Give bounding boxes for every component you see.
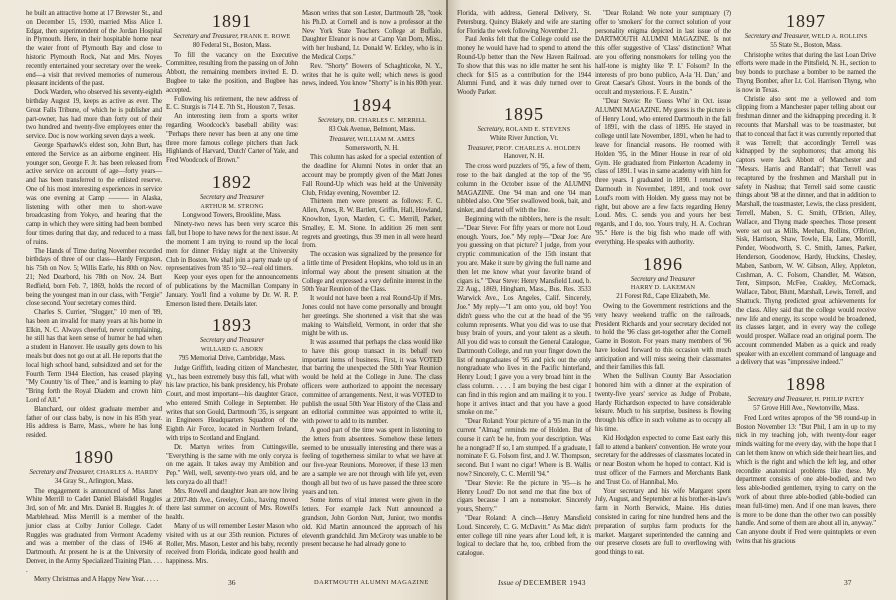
officer-line xyxy=(302,136,442,145)
officer-line xyxy=(457,126,591,135)
officer-address: 57 Grove Hill Ave., Newtonville, Mass. xyxy=(753,405,859,413)
news-paragraph: Keep your eyes open for the announcements of publications by the Macmillan Company in January. You'll find a volume by Dr. W. R. P. Emerson listed there. Details later. xyxy=(166,274,298,308)
class-year-heading: 1895 xyxy=(504,103,544,124)
issue-line xyxy=(498,578,586,587)
officer-name: WELD A. ROLLINS xyxy=(811,33,868,40)
class-year-heading: 1892 xyxy=(212,171,252,192)
officer-line xyxy=(736,33,876,42)
news-paragraph: Your secretary and his wife Margaret spent July, August, and September at his brother-in-law's farm in North Berwick, Maine. His duties consisted in caring for nine hundred hens and the preparation of surplus farm products for the market. Margaret superintended the canning and our preserve closets are full to overflowing with good things to eat. xyxy=(595,487,731,557)
column-4 xyxy=(457,10,591,559)
news-paragraph: Florida, with address, General Delivery, St. Petersburg. Quincy Blakely and wife are starting for Florida the week following November 21. xyxy=(457,10,591,35)
class-year-heading: 1891 xyxy=(212,11,252,31)
officer-role: Treasurer, xyxy=(329,135,356,143)
news-paragraph: "Dear Stevie: Re 'Guess Who' in Oct. issue ALUMNI MAGAZINE. My guess is the picture is of Henry Loud, who entered Dartmouth in the fall of 1891, with the class of 1895. He stayed in college until late November, 1891, when he had to leave for financial reasons. He roomed with Holden '95, in the Miner House in rear of old Gym. He graduated from Pinkerton Academy in class of 1891. I was in same academy with him for three years. I graduated in 1890. I returned to Darmouth in November, 1891, and took over Loud's room with Holden. My guess may not be right, but above are a few facts regarding Henry Loud. Mrs. C. sends you and yours her best regards, and I do, too. Yours truly, H. A. Cochran '95." Here is the big fish who made off with everything. He speaks with authority. xyxy=(595,97,731,246)
news-paragraph: Dr. Martyn writes from Cuttingsville, "Everything is the same with me only coryza is on me again. It takes away my Ambition and Pep." Well, well, seventy-two years old, and he lets coryza do all that!! xyxy=(166,443,298,487)
news-paragraph: George Sparhawk's eldest son, John Burt, has entered the Service as an airborne engineer. His younger son, George F. Jr. has been released from active service on account of age—forty years—and has been transferred to the enlisted reserve. One of his most interesting experiences in service was one evening at Camp ——— in Alaska, listening with other men to short-wave broadcasting from Yokyo, and hearing that the camp in which they were sitting had been bombed four times during that day, and reduced to a mass of ruins. xyxy=(26,141,162,246)
officer-address: 795 Memorial Drive, Cambridge, Mass. xyxy=(178,354,286,362)
officer-address: Somersworth, N. H. xyxy=(345,144,399,152)
officer-name: H. PHILIP PATEY xyxy=(814,396,865,404)
officer-address: White River Junction, Vt. xyxy=(489,134,559,142)
officer-address: Longwood Towers, Brookline, Mass. xyxy=(182,211,282,219)
officer-role: Secretary and Treasurer xyxy=(199,337,265,345)
column-1 xyxy=(26,10,162,584)
officer-name: DR. CHARLES C. MERRILL xyxy=(345,117,427,125)
running-head: DARTMOUTH ALUMNI MAGAZINE xyxy=(314,579,429,586)
officer-line xyxy=(166,346,298,355)
officer-name: CHARLES A. HARDY xyxy=(96,469,159,477)
issue-prefix: Issue of xyxy=(498,578,522,587)
news-paragraph: To fill the vacancy on the Executive Committee, resulting from the passing on of John Abbott, the remaining members invited E. D. Bugbee to take the position, and Bugbee has accepted. xyxy=(166,51,298,94)
officer-line xyxy=(166,337,298,346)
news-paragraph: The occasion was signalized by the presence for a little time of President Hopkins, who told us in an informal way about the present situation at the College and expressed a very definite interest in the 50th Year Reunion of the Class. xyxy=(302,251,442,294)
officer-name: FRANK E. ROWE xyxy=(240,33,291,40)
officer-line xyxy=(736,396,876,405)
news-paragraph: Mrs. Rowell and daughter Jean are now living at 2007-8th Ave., Greeley, Colo., having moved there last summer on account of Mrs. Rowell's health. xyxy=(166,487,298,522)
news-paragraph: Charles S. Currier, "Slugger," 10 men of '89, has been an invalid for many years at his home in Elkin, N. C. Always cheerful, never complaining, he still has that keen sense of humor he had when a student in Hanover. He usually gets down to his meals but does not go out at all. He reports that the local high school band, subsidized and set for the Fourth Term 1944 Election, has ceased playing "My Country 'tis of Thee," and is learning to play "Bring forth the Royal Diadem and crown him Lord of All." xyxy=(26,309,162,405)
officer-name: HARRY D. LAKEMAN xyxy=(630,284,696,292)
news-paragraph: Mason writes that son Lester, Dartmouth '28, "took his Ph.D. at Cornell and is now a professor at the New York State Teachers College at Buffalo. Daughter Eleanor is now at Camp Van Dorn, Miss., with her husband, Lt. Donald W. Eckley, who is in the Medical Corps." xyxy=(302,10,442,61)
officer-role: Secretary and Treasurer, xyxy=(744,33,810,40)
news-paragraph: Merry Christmas and A Happy New Year. . . . . xyxy=(34,575,159,583)
officer-line xyxy=(302,117,442,126)
news-paragraph: When the Sullivan County Bar Association honored him with a dinner at the expiration of twenty-five years' service as Judge of Probate, Hardy Richardson expected to have considerable leisure. Much to his surprise, business is flowing through his office in such volume as to occupy all his time. xyxy=(595,373,731,434)
column-5 xyxy=(595,10,731,558)
officer-address: 80 Federal St., Boston, Mass. xyxy=(192,41,272,49)
class-year-heading: 1896 xyxy=(643,253,683,274)
officer-name: PROF. CHARLES A. HOLDEN xyxy=(495,144,581,152)
officer-line xyxy=(26,469,162,478)
news-paragraph: The Hands of Time during November recorded birthdays of three of our class—Hardy Ferguson, his 75th on Nov. 5; Willis Earle, his 80th on Nov. 21; Ned Dearbord, his 78th on Nov. 24. Burt Redfield, born Feb. 7, 1869, holds the record of being the youngest man in our class, with "Fergie" close second. Your secretary comes third. xyxy=(26,247,162,308)
class-year-heading: 1890 xyxy=(74,447,114,468)
news-paragraph: Christie also sent me a yellowed and torn clipping from a Manchester paper telling about our freshman dinner and the kidnapping preceding it. It recounts that Marshall was to be toastmaster, but that to conceal that fact it was currently reported that it was Terrell; that accordingly Terrell was kidnapped by the sophomores; that among his captors were Jack Abbott of Manchester and "Messrs. Harris and Randall"; that Terrell was recaptured by the freshmen and Marshall put in safety in Nashua; that Terrell said some caustic things about '98 at the dinner, and that in addition to Marshall, the toastmaster, Lewis, the class president, Terrell, Maben, S. C. Smith, O'Brien, Alley, Wallace, and Thyng made speeches. Those present were set out as Mills, Meehan, Rollins, O'Brion, Sisk, Harrison, Shaw, Towle, Ela, Lane, Morrill, Pender, Woodworth, S. C. Smith, James, Parker, Henderson, Goodenow, Hardy, Huckins, Chesley, Maben, Sanborn, W. W. Gibson, Alley, Appleton, Cushman, A. C. Folsom, Chandler, M. Watson, Tent, Simpson, McFee, Coakley, McCornack, Wallace, Tabor, Blunt, Marshall, Lewis, Terrell, and Shattuck. Thyng predicted great achievements for the class. Alley said that the college would receive new life and energy, its scope would be broadened, its classes larger, and in every way the college would prosper. Wallace read an original poem. The account commended Maben as a quick and ready speaker with an excellent command of language and a delivery that was "impressive indeed." xyxy=(736,95,876,367)
news-paragraph: Kid Hodgdon expected to come East early this fall to attend a bankers' convention. He wrote your secretary for the addresses of classmates located in or near Boston whom he hoped to contact. Kid is trust officer of the Farmers and Merchants Bank and Trust Co. of Hannibal, Mo. xyxy=(595,434,731,486)
officer-role: Secretary and Treasurer xyxy=(199,193,265,201)
news-paragraph: Many of us will remember Lester Mason who visited with us at our 35th reunion. Pictures of Roller, Mrs. Mason, Lester and his baby, recently received from Florida, indicate good health and happiness. Mrs. xyxy=(166,523,298,566)
page-number-right: 37 xyxy=(844,578,852,587)
news-paragraph: Paul Jenks felt that the College could use the money he would have had to spend to attend the Round-Up better than the New Haven Railroad. To show that this was no idle matter he sent his check for $15 as a contribution for the 1944 Alumni Fund, and it was duly turned over to Woody Parker. xyxy=(457,36,591,97)
news-paragraph: A good part of the time was spent in listening to the letters from absentees. Somehow these letters seemed to be unusually interesting and there was a feeling of togetherness similar to what we have at our five-year Reunions. Moreover, if these 13 men are a sample we are not through with life yet, even though all but two of us have passed the three score years and ten. xyxy=(302,427,442,496)
news-paragraph: The cross word puzzlers of '95, a few of them, rose to the bait dangled at the top of the '95 column in the October issue of the ALUMNI MAGAZINE. One '94 man and one '04 man nibbled also. One '95er swallowed book, bait, and sinker, and darted off with the line. xyxy=(457,163,591,215)
officer-name: ROLAND E. STEVENS xyxy=(505,125,571,133)
news-paragraph: he built an attractive home at 17 Brewster St., and on December 15, 1930, married Miss Alice I. Edgar, then superintendent of the Jordan Hospital in Plymouth. Here, in their hospitable home near the water front of Plymouth Bay and close to historic Plymouth Rock, Nat and Mrs. Noyes recently entertained your secretary over the week-end—a visit that revived memories of numerous pleasant incidents of the past. xyxy=(26,10,162,88)
officer-line xyxy=(595,284,731,293)
officer-line xyxy=(457,145,591,154)
news-paragraph: Fred Lord writes apropos of the '98 round-up in Boston November 13: "But Phil, I am in up to my nick in my teaching job, with twenty-four eager minds waiting for me every day, with the hope that I can let them know on which side their heart lies, and which is the right and which the left leg, and other recondite anatomical problems like these. My department consists of one able-bodied, and two less able-bodied gentlemen, trying to carry on the work of about three able-bodied (able-bodied can mean full-time) men. And if one man leaves, there is more to be done than the other two can possibly handle. And some of them are about all in, anyway." Can anyone doubt if Fred were quintuplets or even twins that his gracious xyxy=(736,414,876,546)
news-paragraph: Owing to the Government restrictions and the very heavy weekend traffic on the railroads, President Richards and your secretary decided not to hold the '96 class get-together after the Cornell Game in Boston. For years many members of '96 have looked forward to this occasion with much anticipation and will miss seeing their classmates and their families this fall. xyxy=(595,302,731,372)
news-paragraph: This column has asked for a special extention of the deadline for Alumni Notes in order that an account may be promptly given of the Matt Jones Fall Round-Up which was held at the University Club, Friday evening, November 12. xyxy=(302,154,442,197)
news-paragraph: Following his retirement, the new address of E. C. Sturgis is 714 E. 7th St., Houston 7, Texas. xyxy=(166,95,298,112)
column-2 xyxy=(166,10,298,567)
news-paragraph: Dock Warden, who observed his seventy-eighth birthday August 19, keeps as active as ever. The Great Falls Tribune, of which he is publisher and part-owner, has had more than forty out of their two hundred and twenty-five employees enter the service. Doc is now working seven days a week. xyxy=(26,89,162,141)
news-paragraph: Beginning with the nibblers, here is the result:—"Dear Steve: For fifty years or more not Loud enough. Yours, Joe." My reply—"Dear Joe: Are you guessing on that picture? I judge, from your cryptic communication of the 15th instant that you are. Make it sure by giving the full name and then let me know what your favorite brand of cigars is." "Dear Steve: Henry Mansfield Loud, b. 22 Aug., 1869, Hingham, Mass., Bus. Res. 3533 Warwick Ave., Los Angeles, Calif. Sincerely, Joe." My reply—"I am onto you, old boy! You didn't guess who the cut at the head of the '95 column represents. What you did was to use that busy brain of yours, and your talent as a sleuth. All you did was to consult the General Catalogue, Dartmouth College, and run your finger down the list of nongraduates of '95 and pick out the only nongraduate who lives in the Pacific hinterland, Henry Loud; I gave you a very broad hint in the class column. . . . . I am buying the best cigar I can find in this region and am mailing it to you. I hope it arrives intact and that you have a good smoke on me." xyxy=(457,215,591,417)
officer-line xyxy=(595,276,731,285)
officer-line xyxy=(166,33,298,42)
officer-role: Secretary and Treasurer, xyxy=(747,396,813,404)
officer-address: 21 Forest Rd., Cape Elizabeth, Me. xyxy=(616,293,710,301)
officer-role: Treasurer, xyxy=(467,144,494,152)
news-paragraph: Thirteen men were present as follows: F. C. Allen, Ames, R. W. Bartlett, Griffin, Hall, Howland, Knowlton, Lyon, Marden, C. C. Merrill, Parker, Smalley, E. M. Stone. In addition 26 men sent regrets and greetings, thus 39 men in all were heard from. xyxy=(302,198,442,250)
officer-address: 55 State St., Boston, Mass. xyxy=(770,41,842,49)
news-paragraph: "Dear Roland: A cinch—Henry Mansfield Loud. Sincerely, C. G. McDavitt." As Mac didn't enter college till nine years after Loud left, it is logical to declare that he, too, cribbed from the catalogue. xyxy=(457,515,591,558)
officer-name: WILLARD G. ABORN xyxy=(200,346,264,354)
news-paragraph: It was assumed that perhaps the class would like to have this group transact in its behalf two important items of business. First, it was VOTED that barring the unexpected the 50th Year Reunion would be held at the College in June. The class officers were authorized to appoint the necessary committee of arrangements. Next, it was VOTED to publish the usual 50th Year History of the Class and an editorial committee was appointed to write it, with power to add to its number. xyxy=(302,339,442,426)
class-year-heading: 1893 xyxy=(212,315,252,336)
officer-line xyxy=(166,203,298,212)
officer-role: Secretary, xyxy=(317,117,345,125)
news-paragraph: "Dear Roland: We note your sumptuary (?) offer to 'smokers' for the correct solution of your personality enigma depicted in last issue of the DARTMOUTH ALUMNI MAGAZINE. Is not this offer suggestive of 'Class' distinction? What are you offering nonsmokers for telling you the half-tone is mighty like 'P. I.' Folsom? In the interests of pro bono publico, A-la 'H. Dan,' and Great Caesar's Ghost. Yours in the bonds of the occult and mysterious. F. E. Austin." xyxy=(595,10,731,97)
news-paragraph: "Dear Stevie: Re the picture in '95—is he Henry Loud? Do not send me that fine box of cigars because I am a nonsmoker. Sincerely yours, Sherry." xyxy=(457,479,591,514)
officer-address: 34 Gray St., Arlington, Mass. xyxy=(54,477,134,485)
officer-address: 83 Oak Avenue, Belmont, Mass. xyxy=(328,125,416,133)
officer-address: Hanover, N. H. xyxy=(503,153,545,161)
officer-name: WILLIAM M. AMES xyxy=(357,135,415,143)
column-3 xyxy=(302,10,442,550)
news-paragraph: Some items of vital interest were given in the letters. For example Jack Nutt announced a grandson, John Gordon Nutt, Junior, two months old. Kid Martin announced the approach of his eleventh grandchild. Jim McGroty was unable to be present because he had already gone to xyxy=(302,497,442,549)
officer-line xyxy=(166,194,298,203)
news-paragraph: Rev. "Shorty" Bowers of Schaghticoke, N. Y., writes that he is quite well; which news is good news, indeed. You know "Shorty" is in his 80th year. xyxy=(302,62,442,88)
page-number-left: 36 xyxy=(228,578,236,587)
column-6 xyxy=(736,10,876,547)
officer-role: Secretary and Treasurer, xyxy=(173,33,239,40)
officer-role: Secretary and Treasurer, xyxy=(29,469,95,477)
officer-role: Secretary and Treasurer xyxy=(630,275,696,283)
class-year-heading: 1897 xyxy=(786,11,826,31)
news-paragraph: Blanchard, our oldest graduate member and father of our class baby, is now in his 85th year. His address is Barre, Mass., where he has long resided. xyxy=(26,405,162,440)
class-year-heading: 1898 xyxy=(786,374,826,395)
right-page xyxy=(448,0,896,600)
issue-date: DECEMBER 1943 xyxy=(523,578,586,587)
news-paragraph: "Dear Roland: Your picture of a '95 man in the current "Almag" reminds me of Holden. But of course it can't be he, from your description. Was he a nongrad? If so, I am stumped. If a graduate, I nominate F. G. Folsom first, and J. W. Thompson, second. But I want no cigar! Where is B. Wallis now? Sincerely, C. C. Merrill '94." xyxy=(457,418,591,479)
news-paragraph: The engagement is announced of Miss Janet White Merrill to Cadet Daniel Blaisdell Ruggles 3rd, son of Mr. and Mrs. Daniel B. Ruggles Jr. of Marblehead. Miss Merrill is a member of the junior class at Colby Junior College. Cadet Ruggles was graduated from Vermont Academy and was a member of the class of 1946 at Dartmouth. At present he is at the University of Denver, in the Army Specialized Training Plan. . . . . xyxy=(26,487,162,574)
officer-name: ARTHUR M. STRONG xyxy=(200,202,264,210)
news-paragraph: It would not have been a real Round-Up if Mrs. Jones could not have come personally and brought her greetings. She shortened a visit that she was making to Waitsfield, Vermont, in order that she might be with us. xyxy=(302,295,442,338)
news-paragraph: Christophe writes that during the last Loan Drive efforts were made in the Pittsfield, N. H., section to buy bonds to purchase a bomber to be named the Thyng Bomber, after Lt. Col. Harrison Thyng, who is now in Texas. xyxy=(736,51,876,94)
class-year-heading: 1894 xyxy=(352,95,392,116)
news-paragraph: Judge Griffith, leading citizen of Manchester, Vt., has been extremely busy this fall, what with his law practice, his bank presidency, his Probate Court, and most important—his daughter Grace, who entered Smith College in September. He writes that son Gould, Dartmouth '35, is sergeant in Engineers Headquarters Squadron of the Eighth Air Force, located in Northern Ireland, with trips to Scotland and England. xyxy=(166,364,298,443)
news-paragraph: Ninety-two news has been very scarce this fall, but I hope to have news for the next issue. At the moment I am trying to round up the local men for dinner Friday night at the University Club in Boston. We shall join a party made up of representatives from '85 to '92—real old timers. xyxy=(166,221,299,273)
officer-role: Secretary, xyxy=(477,125,505,133)
news-paragraph: An interesting item from a sports writer regarding Woodcock's baseball ability was: "Perhaps there never has been at any one time three more famous college pitchers than Jack Highlands of Harvard, 'Dutch' Carter of Yale, and Fred Woodcock of Brown." xyxy=(166,113,298,165)
